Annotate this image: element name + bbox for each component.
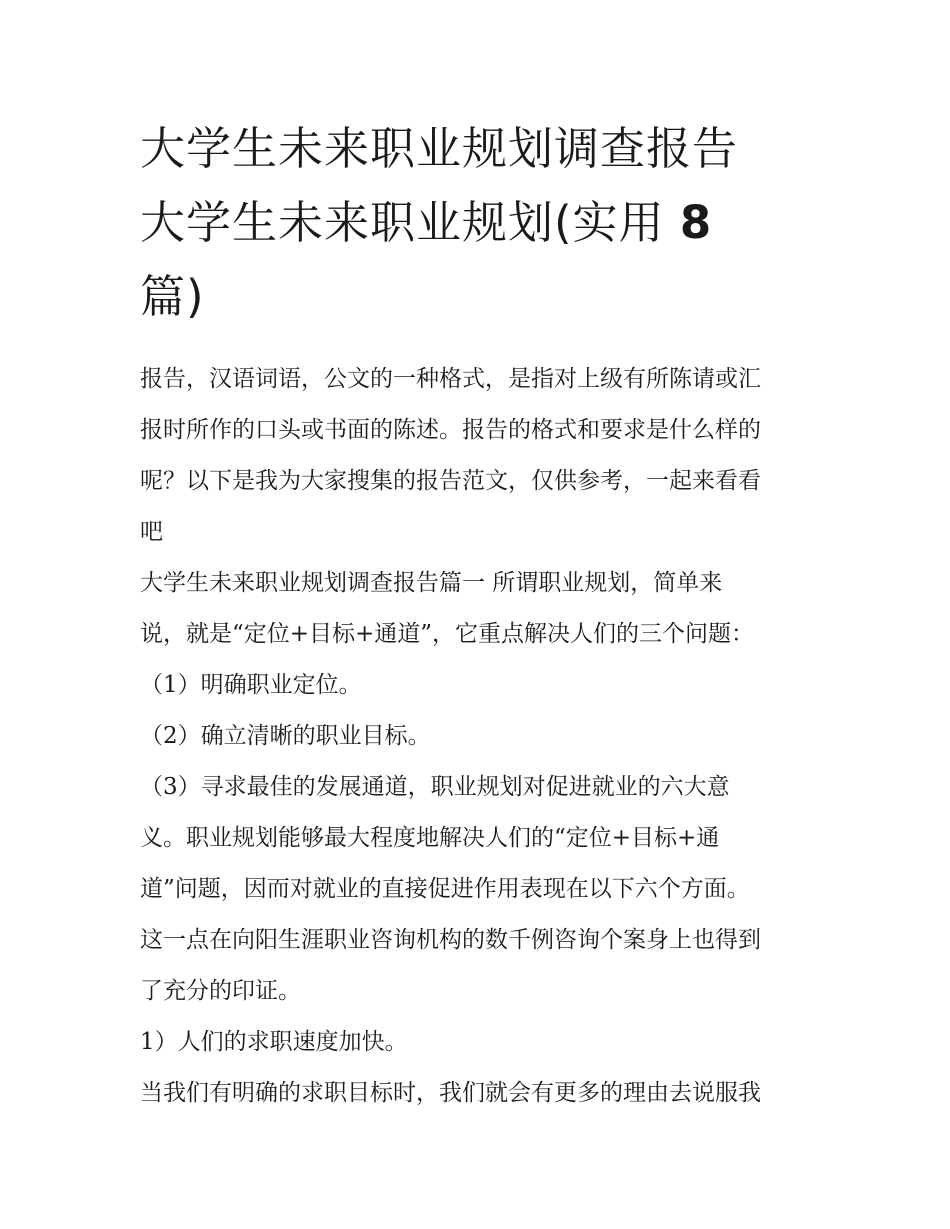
title-line-2-text: 大学生未来职业规划(实用 [140, 196, 680, 249]
text-line: 了充分的印证。 [140, 978, 301, 1004]
text-line: 当我们有明确的求职目标时，我们就会有更多的理由去说服我 [140, 1080, 761, 1106]
point-1-heading [140, 1017, 815, 1068]
title-count-number: 8 [679, 196, 713, 249]
document-page [140, 112, 815, 1119]
section-one-paragraph [140, 558, 815, 660]
text-line: （3）寻求最佳的发展通道，职业规划对促进就业的六大意 [140, 774, 730, 800]
list-item-2 [140, 711, 815, 762]
text-line: 1）人们的求职速度加快。 [140, 1029, 408, 1055]
text-line: 这一点在向阳生涯职业咨询机构的数千例咨询个案身上也得到 [140, 927, 761, 953]
text-line: 报时所作的口头或书面的陈述。报告的格式和要求是什么样的 [140, 417, 761, 443]
document-title [140, 112, 815, 334]
title-line-2 [140, 186, 815, 260]
text-line: 报告，汉语词语，公文的一种格式，是指对上级有所陈请或汇 [140, 366, 761, 392]
text-line: 义。职业规划能够最大程度地解决人们的“定位+目标+通 [140, 825, 720, 851]
point-1-body [140, 1068, 815, 1119]
text-line: （1）明确职业定位。 [140, 672, 362, 698]
text-line: 呢？以下是我为大家搜集的报告范文，仅供参考，一起来看看 [140, 468, 761, 494]
title-line-1: 大学生未来职业规划调查报告 [140, 122, 739, 175]
list-item-1 [140, 660, 815, 711]
intro-paragraph [140, 354, 815, 558]
text-line: 大学生未来职业规划调查报告篇一 所谓职业规划，简单来 [140, 570, 723, 596]
text-line: 吧 [140, 519, 163, 545]
text-line: 说，就是“定位+目标+通道”，它重点解决人们的三个问题： [140, 621, 755, 647]
list-item-3 [140, 762, 815, 1017]
text-line: 道”问题，因而对就业的直接促进作用表现在以下六个方面。 [140, 876, 750, 902]
title-line-3: 篇) [140, 270, 205, 323]
text-line: （2）确立清晰的职业目标。 [140, 723, 431, 749]
